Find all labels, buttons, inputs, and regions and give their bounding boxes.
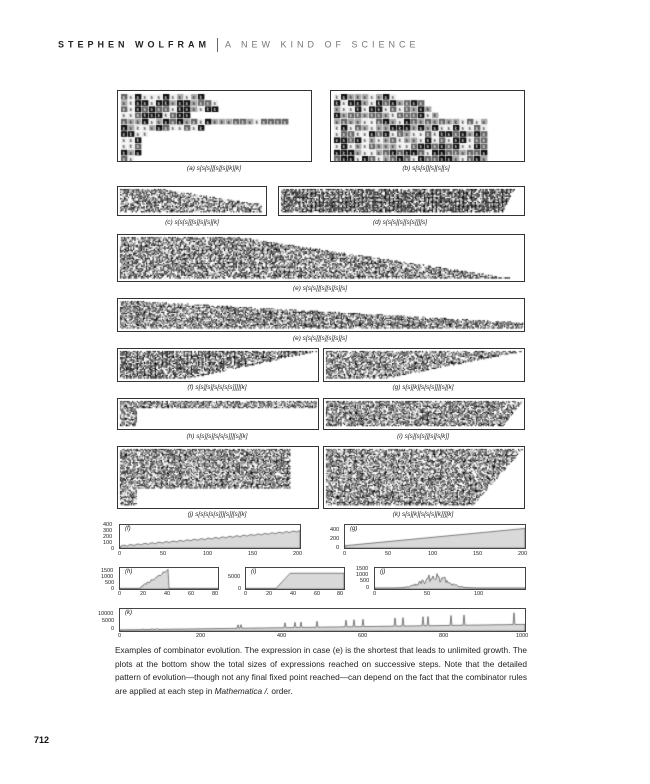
plot-f-xtick-150: 150 [248,551,258,557]
caption-e1: (e) s[s[s]][s][s][s][s] [292,285,348,292]
plot-k-xtick-200: 200 [196,633,206,639]
plot-k-xtick-400: 400 [277,633,287,639]
plot-j-xtick-50: 50 [424,591,431,597]
caption-d: (d) s[s[s][s][s[s]]][s] [372,219,428,226]
plot-h-ytick-0: 0 [111,586,115,592]
plot-f-xtick-200: 200 [293,551,303,557]
caption-e2: (e) s[s[s]][s][s][s][s] [292,335,348,342]
plot-k-xtick-1000: 1000 [516,633,529,639]
panel-k [323,446,525,509]
panel-e2 [117,298,525,332]
caption-b: (b) s[s[s]][s][s][s] [402,165,450,172]
plot-k-ytick-5000: 5000 [102,618,115,624]
plot-k-ytick-0: 0 [111,626,115,632]
figure-caption [115,644,527,698]
size-plot-j [374,567,526,590]
panel-e1 [117,234,525,282]
plot-f-xtick-100: 100 [203,551,213,557]
plot-h-ytick-1000: 1000 [101,574,114,580]
panel-f [117,348,319,382]
plot-g-xtick-0: 0 [343,551,347,557]
plot-g-ytick-0: 0 [336,545,340,551]
caption-c: (c) s[s[s]][s][s][s][k] [165,219,219,226]
plot-g-xtick-150: 150 [473,551,483,557]
running-header [58,38,420,52]
plot-g-ytick-400: 400 [330,527,340,533]
plot-i-ytick-0: 0 [238,586,242,592]
panel-h [117,398,319,430]
plot-k-xtick-800: 800 [439,633,449,639]
evolution-image-e1 [118,235,524,281]
caption-f: (f) s[s][s][s[s[s[s]]]][k] [187,384,247,391]
size-plot-h-label: (h) [125,569,133,575]
evolution-image-j [118,447,318,508]
size-plot-i-label: (i) [251,569,257,575]
plot-h-xtick-80: 80 [212,591,219,597]
plot-f-ytick-400: 400 [103,522,113,528]
size-plot-g-area [345,525,525,548]
plot-g-xtick-100: 100 [428,551,438,557]
size-plot-f [119,524,301,549]
plot-h-ytick-500: 500 [105,580,115,586]
plot-h-ytick-1500: 1500 [101,568,114,574]
caption-g: (g) s[s][k][s[s[s]]][s][k] [392,384,454,391]
header-separator [217,38,218,52]
plot-f-xtick-0: 0 [118,551,122,557]
plot-i-xtick-60: 60 [314,591,321,597]
header-author: STEPHEN WOLFRAM [58,39,210,50]
plot-g-xtick-200: 200 [518,551,528,557]
panel-b [330,90,525,162]
plot-f-ytick-300: 300 [103,528,113,534]
plot-f-ytick-0: 0 [111,546,115,552]
plot-h-xtick-60: 60 [188,591,195,597]
size-plot-k-area [120,609,525,631]
caption-text: Examples of combinator evolution. The expression in case (e) is the shortest that leads to unlimited growth. The plots at the bottom show the total sizes of expressions reached on successive steps. Note that the detailed pattern of evolution—though not any final fixed point reached—can depend on the fact that the combinator rules are applied at each step in [115,645,527,696]
plot-i-xtick-0: 0 [244,591,248,597]
size-plot-h-area [120,568,218,589]
panel-a [117,90,312,162]
evolution-image-f [118,349,318,381]
caption-a: (a) s[s[s]][s][s][k][k] [186,165,242,172]
plot-j-ytick-1500: 1500 [356,566,369,572]
size-plot-i [245,567,345,590]
size-plot-f-area [120,525,300,548]
evolution-image-h [118,399,318,429]
plot-h-xtick-40: 40 [164,591,171,597]
page-number: 712 [34,735,50,745]
evolution-image-a [118,91,311,161]
plot-k-ytick-10000: 10000 [98,611,114,617]
caption-h: (h) s[s][s][s[s[s]]][s][k] [186,433,248,440]
evolution-image-d [279,187,524,215]
plot-f-xtick-50: 50 [160,551,167,557]
evolution-image-e2 [118,299,524,331]
evolution-image-i [324,399,524,429]
plot-i-xtick-80: 80 [337,591,344,597]
panel-g [323,348,525,382]
size-plot-k-label: (k) [125,610,132,616]
panel-d [278,186,525,216]
plot-f-ytick-200: 200 [103,534,113,540]
plot-j-ytick-1000: 1000 [356,572,369,578]
evolution-image-g [324,349,524,381]
size-plot-h [119,567,219,590]
size-plot-g-label: (g) [350,526,358,532]
caption-mathematica: Mathematica /. [214,685,270,696]
caption-j: (j) s[s[s[s[s]]][s]][s][k] [187,511,247,518]
plot-i-xtick-40: 40 [290,591,297,597]
panel-c [117,186,267,216]
plot-i-xtick-20: 20 [266,591,273,597]
plot-h-xtick-20: 20 [140,591,147,597]
header-book-title: A NEW KIND OF SCIENCE [225,39,420,50]
plot-j-ytick-0: 0 [366,585,370,591]
plot-h-xtick-0: 0 [118,591,122,597]
size-plot-g [344,524,526,549]
panel-j [117,446,319,509]
plot-g-ytick-200: 200 [330,536,340,542]
size-plot-f-label: (f) [125,526,131,532]
plot-i-ytick-5000: 5000 [228,574,241,580]
size-plot-j-area [375,568,525,589]
plot-j-ytick-500: 500 [360,578,370,584]
evolution-image-c [118,187,266,215]
size-plot-j-label: (j) [380,569,386,575]
size-plot-i-area [246,568,344,589]
plot-g-xtick-50: 50 [385,551,392,557]
plot-f-ytick-100: 100 [103,540,113,546]
evolution-image-k [324,447,524,508]
caption-end: order. [269,685,293,696]
plot-j-xtick-100: 100 [474,591,484,597]
size-plot-k [119,608,526,632]
caption-i: (i) s[s][s[s]][s][s[k]] [397,433,449,440]
caption-k: (k) s[s][k][s[s[s][k]]][k] [392,511,454,518]
panel-i [323,398,525,430]
plot-k-xtick-600: 600 [358,633,368,639]
plot-j-xtick-0: 0 [373,591,377,597]
evolution-image-b [331,91,524,161]
plot-k-xtick-0: 0 [118,633,122,639]
